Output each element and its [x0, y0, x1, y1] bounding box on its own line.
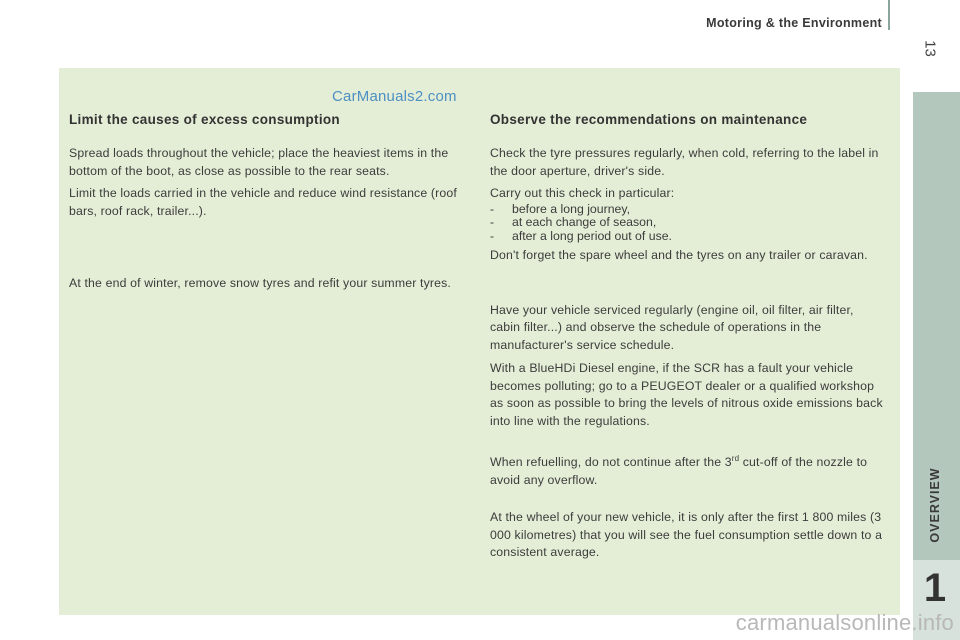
list-item: - at each change of season, — [490, 216, 885, 230]
page-number: 13 — [921, 40, 939, 57]
right-paragraph-2: Carry out this check in particular: — [490, 186, 675, 200]
refuel-text-start: When refuelling, do not continue after the 3 — [490, 455, 732, 470]
left-paragraph-2: Limit the loads carried in the vehicle and reduce wind resistance (roof bars, roof rack, trailer...). — [69, 186, 457, 218]
chapter-number: 1 — [923, 566, 947, 610]
list-item: - before a long journey, — [490, 203, 885, 217]
right-paragraph-6 — [490, 450, 885, 489]
check-list — [490, 203, 885, 244]
ordinal-suffix: rd — [731, 454, 740, 463]
left-heading: Limit the causes of excess consumption — [69, 112, 340, 127]
left-paragraph-1: Spread loads throughout the vehicle; place the heaviest items in the bottom of the boot, as close as possible to the rear seats. — [69, 146, 449, 178]
header-divider — [888, 0, 890, 30]
watermark-bottom: carmanualsonline.info — [735, 610, 954, 635]
list-item: - after a long period out of use. — [490, 230, 885, 244]
right-paragraph-7: At the wheel of your new vehicle, it is only after the first 1 800 miles (3 000 kilometres) that you will see the fuel consumption settle down to a consistent average. — [490, 510, 883, 560]
refuel-text-end: cut-off of the nozzle to avoid any overflow. — [490, 455, 868, 487]
right-column — [490, 112, 885, 562]
right-paragraph-5: With a BlueHDi Diesel engine, if the SCR has a fault your vehicle becomes polluting; go to a PEUGEOT dealer or a qualified workshop as soon as possible to bring the levels of nitrous oxide emissions back into line with the regulations. — [490, 361, 883, 428]
left-paragraph-3: At the end of winter, remove snow tyres and refit your summer tyres. — [69, 276, 451, 290]
right-heading: Observe the recommendations on maintenance — [490, 112, 808, 127]
right-paragraph-3: Don't forget the spare wheel and the tyres on any trailer or caravan. — [490, 248, 868, 262]
chapter-sidebar — [913, 92, 960, 640]
watermark-top: CarManuals2.com — [332, 88, 457, 105]
left-column — [69, 112, 464, 293]
right-paragraph-4: Have your vehicle serviced regularly (engine oil, oil filter, air filter, cabin filter...) and observe the schedule of operations in the manufacturer's service schedule. — [490, 302, 854, 352]
right-paragraph-1: Check the tyre pressures regularly, when cold, referring to the label in the door aperture, driver's side. — [490, 146, 879, 178]
page-header-title: Motoring & the Environment — [706, 16, 882, 30]
section-label: OVERVIEW — [928, 467, 942, 543]
